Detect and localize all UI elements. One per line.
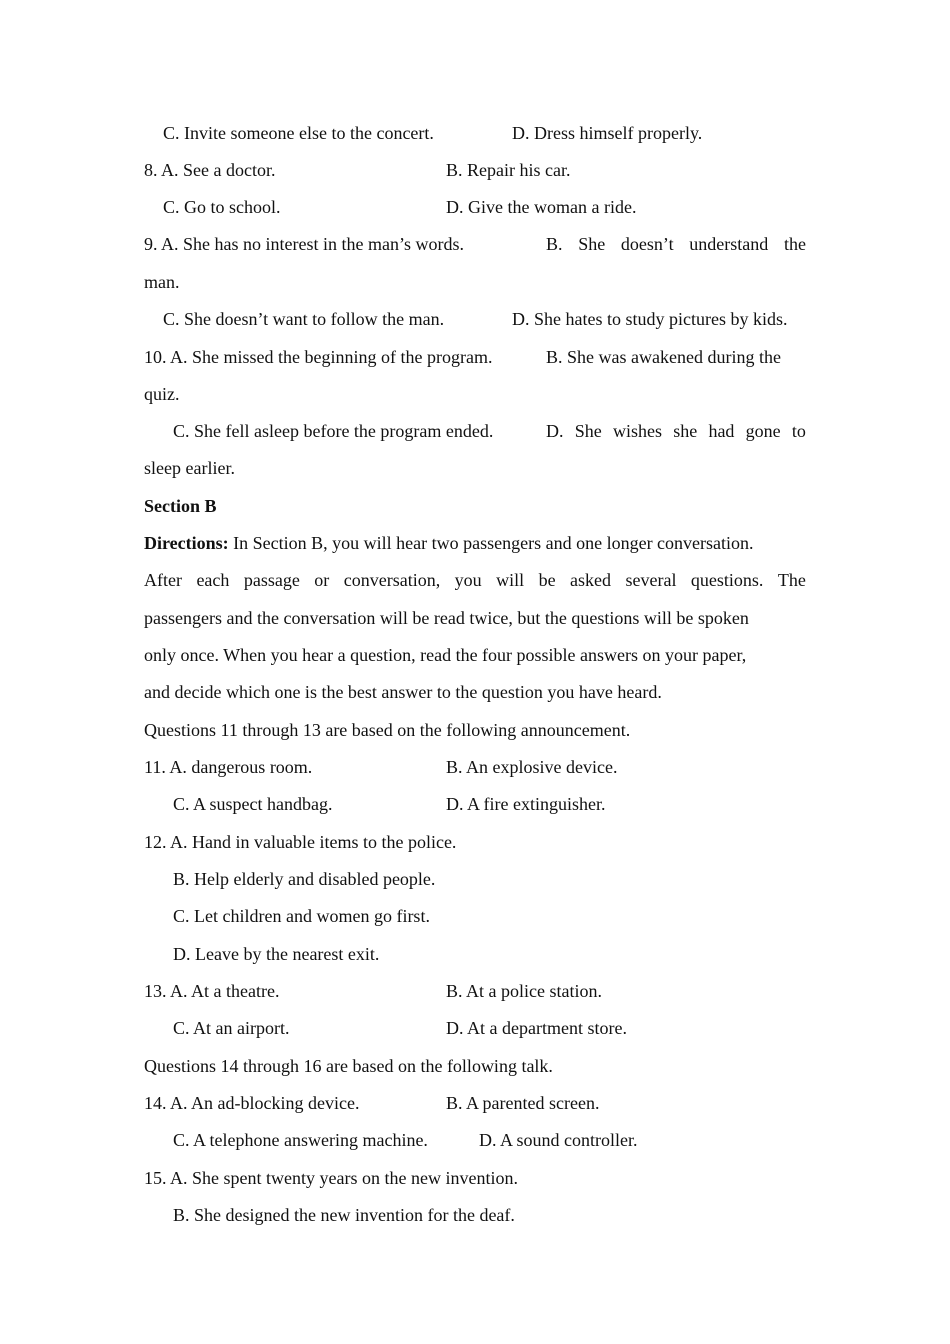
q10-option-c: C. She fell asleep before the program ended. bbox=[173, 421, 494, 441]
q10-option-b: B. She was awakened during the bbox=[546, 347, 781, 367]
word: wishes bbox=[612, 421, 662, 441]
word: asked bbox=[570, 570, 612, 590]
question-group-intro: Questions 11 through 13 are based on the following announcement. bbox=[144, 720, 631, 740]
q9-option-b bbox=[546, 233, 806, 255]
q14-option-c: C. A telephone answering machine. bbox=[173, 1130, 428, 1150]
q12-option-d: D. Leave by the nearest exit. bbox=[173, 944, 380, 964]
word: several bbox=[625, 570, 677, 590]
word: doesn’t bbox=[620, 234, 674, 254]
directions-line-5: and decide which one is the best answer to the question you have heard. bbox=[144, 682, 662, 702]
q9-option-d: D. She hates to study pictures by kids. bbox=[512, 309, 788, 329]
q11-option-b: B. An explosive device. bbox=[446, 757, 618, 777]
word: After bbox=[144, 570, 182, 590]
q12-option-b: B. Help elderly and disabled people. bbox=[173, 869, 436, 889]
q7-option-d: D. Dress himself properly. bbox=[512, 123, 703, 143]
q13-option-a: 13. A. At a theatre. bbox=[144, 981, 280, 1001]
q12-option-c: C. Let children and women go first. bbox=[173, 906, 430, 926]
q10-option-b-continued: quiz. bbox=[144, 384, 180, 404]
word: She bbox=[578, 234, 606, 254]
question-group-intro: Questions 14 through 16 are based on the following talk. bbox=[144, 1056, 553, 1076]
q14-option-a: 14. A. An ad-blocking device. bbox=[144, 1093, 360, 1113]
q8-option-c: C. Go to school. bbox=[163, 197, 281, 217]
q14-option-b: B. A parented screen. bbox=[446, 1093, 600, 1113]
word: B. bbox=[546, 234, 563, 254]
word: be bbox=[538, 570, 556, 590]
directions-text: In Section B, you will hear two passengers and one longer conversation. bbox=[228, 533, 754, 553]
word: gone bbox=[745, 421, 781, 441]
directions-label: Directions: bbox=[144, 533, 229, 553]
section-heading: Section B bbox=[144, 496, 217, 516]
q9-option-a: 9. A. She has no interest in the man’s words. bbox=[144, 234, 464, 254]
word: passage bbox=[243, 570, 300, 590]
word: The bbox=[777, 570, 806, 590]
q11-option-c: C. A suspect handbag. bbox=[173, 794, 333, 814]
q11-option-d: D. A fire extinguisher. bbox=[446, 794, 606, 814]
word: each bbox=[196, 570, 230, 590]
q14-option-d: D. A sound controller. bbox=[479, 1130, 638, 1150]
q13-option-d: D. At a department store. bbox=[446, 1018, 627, 1038]
word: questions. bbox=[690, 570, 764, 590]
q10-option-d-continued: sleep earlier. bbox=[144, 458, 235, 478]
q10-option-a: 10. A. She missed the beginning of the program. bbox=[144, 347, 493, 367]
word: or bbox=[314, 570, 330, 590]
directions-line-3: passengers and the conversation will be read twice, but the questions will be spoken bbox=[144, 608, 749, 628]
q15-option-b: B. She designed the new invention for the deaf. bbox=[173, 1205, 515, 1225]
q8-option-a: 8. A. See a doctor. bbox=[144, 160, 276, 180]
word: to bbox=[791, 421, 806, 441]
word: She bbox=[574, 421, 602, 441]
q8-option-d: D. Give the woman a ride. bbox=[446, 197, 637, 217]
directions-line-1 bbox=[144, 532, 754, 554]
word: she bbox=[673, 421, 698, 441]
directions-line-2 bbox=[144, 569, 806, 591]
word: conversation, bbox=[343, 570, 441, 590]
word: understand bbox=[689, 234, 769, 254]
q13-option-c: C. At an airport. bbox=[173, 1018, 290, 1038]
q7-option-c: C. Invite someone else to the concert. bbox=[163, 123, 434, 143]
q12-option-a: 12. A. Hand in valuable items to the police. bbox=[144, 832, 457, 852]
word: will bbox=[496, 570, 525, 590]
q9-option-c: C. She doesn’t want to follow the man. bbox=[163, 309, 445, 329]
q13-option-b: B. At a police station. bbox=[446, 981, 602, 1001]
word: the bbox=[783, 234, 806, 254]
word: you bbox=[454, 570, 482, 590]
word: D. bbox=[546, 421, 564, 441]
q8-option-b: B. Repair his car. bbox=[446, 160, 571, 180]
q10-option-d bbox=[546, 420, 806, 442]
word: had bbox=[708, 421, 735, 441]
directions-line-4: only once. When you hear a question, read the four possible answers on your paper, bbox=[144, 645, 747, 665]
q9-option-b-continued: man. bbox=[144, 272, 180, 292]
q11-option-a: 11. A. dangerous room. bbox=[144, 757, 313, 777]
q15-option-a: 15. A. She spent twenty years on the new invention. bbox=[144, 1168, 518, 1188]
